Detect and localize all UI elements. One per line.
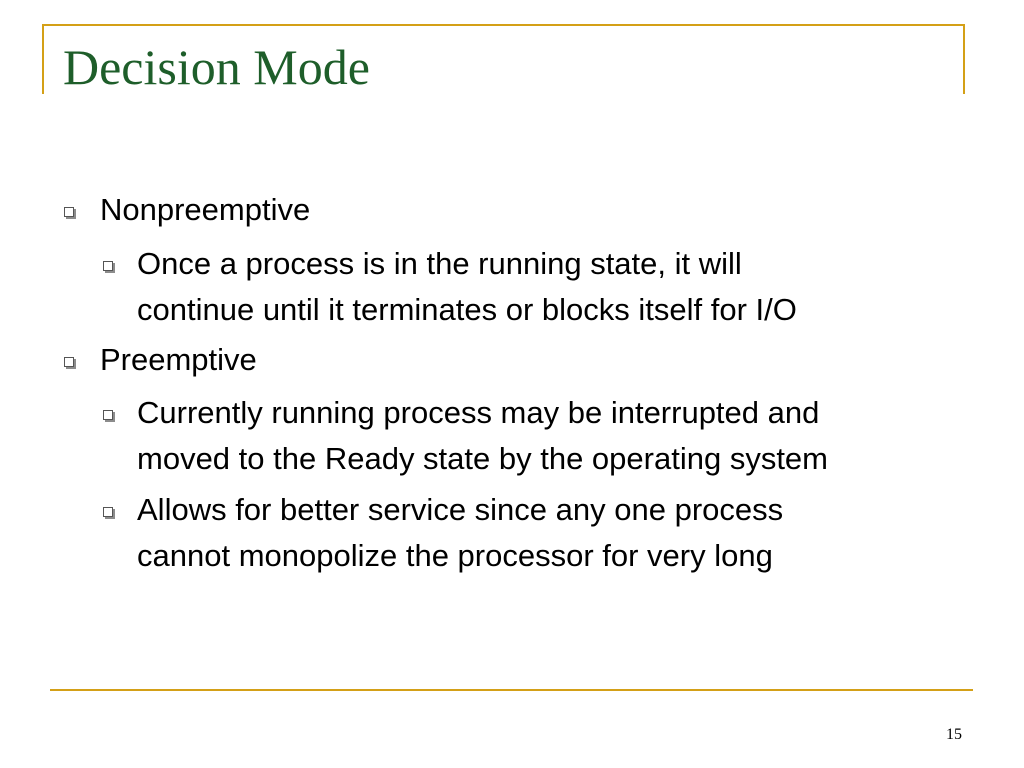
subbullet-interrupted xyxy=(0,390,1024,482)
subbullet-line: cannot monopolize the processor for very long xyxy=(137,538,773,573)
page-number: 15 xyxy=(946,726,962,743)
subbullet-better-service xyxy=(0,487,1024,579)
subbullet-line: moved to the Ready state by the operating system xyxy=(137,441,828,476)
bullet-label: Preemptive xyxy=(100,342,257,377)
square-bullet-icon xyxy=(103,507,113,517)
square-bullet-icon xyxy=(64,207,74,217)
bullet-preemptive xyxy=(0,337,1024,383)
subbullet-text xyxy=(137,390,828,482)
subbullet-text xyxy=(137,487,783,579)
bullet-nonpreemptive xyxy=(0,187,1024,233)
subbullet-line: Allows for better service since any one process xyxy=(137,492,784,527)
subbullet-text xyxy=(137,241,797,333)
subbullet-line: Currently running process may be interrupted and xyxy=(137,395,820,430)
slide-title: Decision Mode xyxy=(63,39,370,95)
square-bullet-icon xyxy=(103,410,113,420)
subbullet-running-state xyxy=(0,241,1024,333)
subbullet-line: continue until it terminates or blocks itself for I/O xyxy=(137,292,797,327)
bullet-label: Nonpreemptive xyxy=(100,192,311,227)
square-bullet-icon xyxy=(64,357,74,367)
subbullet-line: Once a process is in the running state, it will xyxy=(137,246,742,281)
square-bullet-icon xyxy=(103,261,113,271)
footer-divider xyxy=(50,689,973,691)
